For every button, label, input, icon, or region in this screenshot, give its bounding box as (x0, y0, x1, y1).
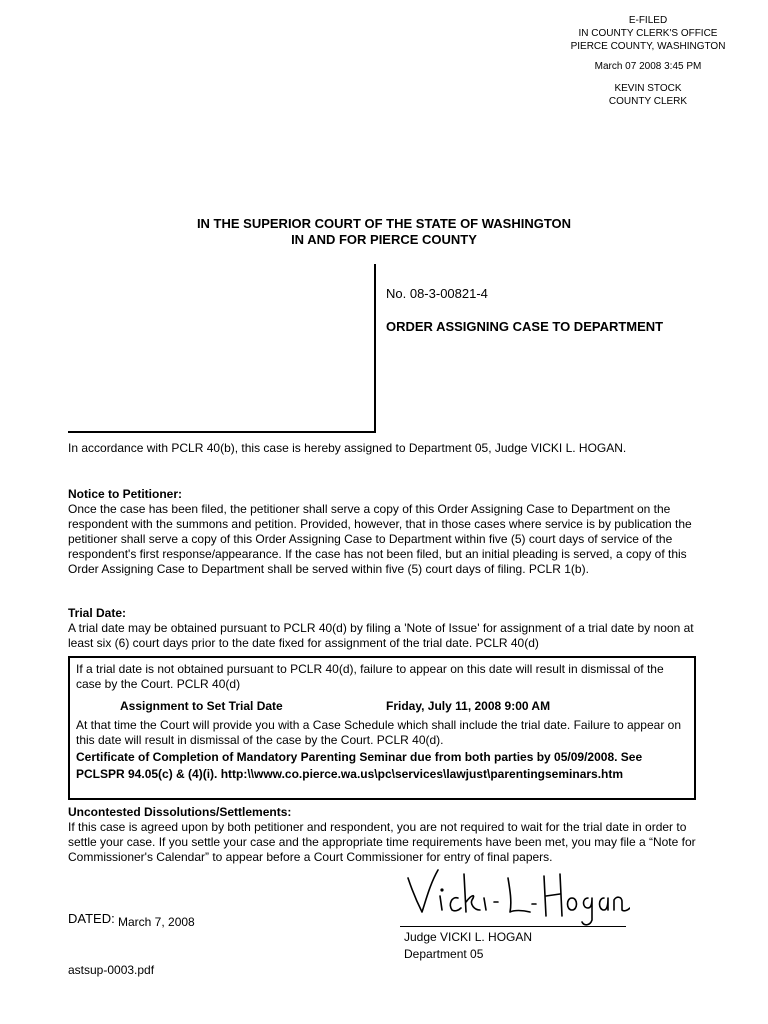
assignment-text: In accordance with PCLR 40(b), this case is hereby assigned to Department 05, Judge VICKI L. HOGAN. (68, 441, 627, 455)
notice-heading: Notice to Petitioner: (68, 487, 183, 501)
assignment-row (76, 694, 688, 718)
footer-filename: astsup-0003.pdf (68, 963, 155, 977)
trial-section (68, 606, 708, 651)
court-title-line1: IN THE SUPERIOR COURT OF THE STATE OF WASHINGTON (196, 216, 572, 231)
judge-signature (400, 860, 630, 928)
case-schedule-text: At that time the Court will provide you with a Case Schedule which shall include the trial date. Failure to appear on this date will result in dismissal of the case by the Court. PCLR 40(d). (76, 718, 681, 747)
assignment-label: Assignment to Set Trial Date (120, 699, 283, 713)
order-title: ORDER ASSIGNING CASE TO DEPARTMENT (386, 319, 664, 334)
stamp-datetime: March 07 2008 3:45 PM (594, 61, 702, 72)
assignment-date: Friday, July 11, 2008 9:00 AM (386, 699, 551, 713)
case-number: No. 08-3-00821-4 (386, 286, 488, 301)
notice-section (68, 487, 708, 577)
judge-department: Department 05 (404, 947, 484, 961)
stamp-office: IN COUNTY CLERK'S OFFICE (578, 28, 718, 39)
caption-horizontal-rule (68, 431, 376, 433)
court-title (0, 216, 768, 248)
efiled-stamp (548, 14, 748, 108)
trial-assignment-box (68, 656, 696, 800)
stamp-clerk-title: COUNTY CLERK (608, 96, 688, 107)
stamp-clerk-name: KEVIN STOCK (614, 83, 682, 94)
dated-label: DATED: (68, 911, 115, 926)
trial-heading: Trial Date: (68, 606, 127, 620)
stamp-county: PIERCE COUNTY, WASHINGTON (570, 41, 726, 52)
dismissal-warning: If a trial date is not obtained pursuant to PCLR 40(d), failure to appear on this date will result in dismissal of the case by the Court. PCLR 40(d) (76, 662, 664, 691)
dated-value: March 7, 2008 (118, 915, 195, 929)
signature-line (400, 926, 626, 927)
parenting-seminar-text: Certificate of Completion of Mandatory Parenting Seminar due from both parties by 05/09/2008. See PCLSPR 94.05(c) & (4)(i). http:\\www.co.pierce.wa.us\pc\services\lawjust\parentingseminars.htm (76, 750, 643, 781)
caption-vertical-rule (374, 264, 376, 432)
uncontested-heading: Uncontested Dissolutions/Settlements: (68, 805, 292, 819)
court-title-line2: IN AND FOR PIERCE COUNTY (291, 232, 477, 247)
stamp-efiled: E-FILED (628, 15, 668, 26)
assignment-paragraph (68, 441, 708, 456)
trial-body: A trial date may be obtained pursuant to PCLR 40(d) by filing a 'Note of Issue' for assignment of a trial date by noon at least six (6) court days prior to the date fixed for assignment of the trial date. PCLR 40(d) (68, 621, 694, 650)
uncontested-section (68, 805, 708, 865)
notice-body: Once the case has been filed, the petitioner shall serve a copy of this Order Assigning Case to Department on the respondent with the summons and petition. Provided, however, that in those cases where service is by publication the petitioner shall serve a copy of this Order Assigning Case to Department within five (5) court days of service of the respondent's first response/appearance. If the case has not been filed, but an initial pleading is served, a copy of this Order Assigning Case to Department shall be served within five (5) court days of filing. PCLR 1(b). (68, 502, 692, 576)
uncontested-body: If this case is agreed upon by both petitioner and respondent, you are not required to wait for the trial date in order to settle your case. If you settle your case and the appropriate time requirements have been met, you may file a “Note for Commissioner's Calendar” to appear before a Court Commissioner for entry of final papers. (68, 820, 696, 864)
judge-name: Judge VICKI L. HOGAN (404, 930, 533, 944)
